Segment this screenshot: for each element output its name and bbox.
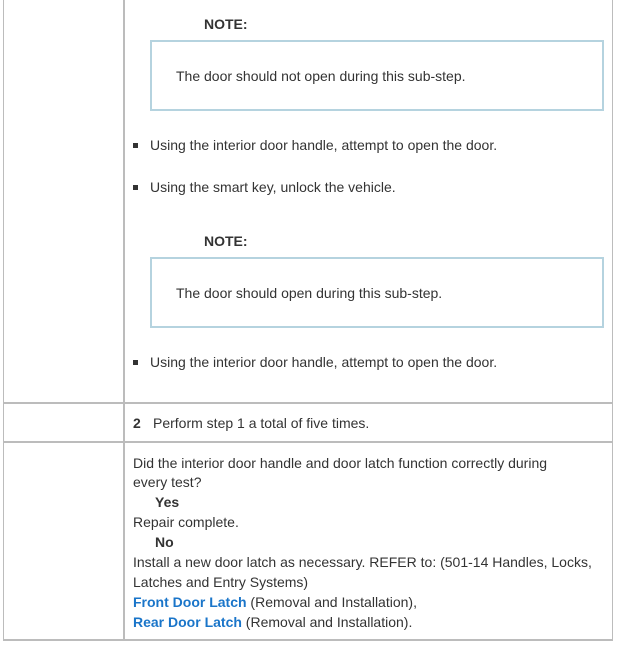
rear-door-latch-link[interactable]: Rear Door Latch [133,614,242,630]
yes-action-text: Repair complete. [133,514,239,530]
row-divider-2 [3,441,613,443]
note-label: NOTE: [204,233,248,249]
note-text: The door should open during this sub-step. [176,285,443,301]
note-label: NOTE: [204,16,248,32]
reference-line [133,614,412,630]
yes-label: Yes [155,494,180,510]
bullet-icon [133,185,138,190]
table-right-border [612,0,613,641]
reference-line [133,594,417,610]
bullet-icon [133,143,138,148]
front-door-latch-link[interactable]: Front Door Latch [133,594,247,610]
link-suffix: (Removal and Installation), [246,594,417,610]
table-bottom-border [3,639,613,641]
substep-text: Using the interior door handle, attempt to open the door. [150,354,498,370]
table-left-border [3,0,4,641]
step-number: 2 [133,415,141,431]
table-column-divider [123,0,125,641]
bullet-icon [133,360,138,365]
note-box [150,257,604,328]
row-divider-1 [3,402,613,404]
note-text: The door should not open during this sub-step. [176,68,466,84]
step-text: Perform step 1 a total of five times. [153,415,370,431]
note-box [150,40,604,111]
substep-text: Using the smart key, unlock the vehicle. [150,179,396,195]
no-action-text: Latches and Entry Systems) [133,574,309,590]
question-text: every test? [133,474,202,490]
substep-text: Using the interior door handle, attempt to open the door. [150,137,498,153]
no-action-text: Install a new door latch as necessary. REFER to: (501-14 Handles, Locks, [133,554,592,570]
no-label: No [155,534,174,550]
question-text: Did the interior door handle and door latch function correctly during [133,455,548,471]
link-suffix: (Removal and Installation). [241,614,413,630]
